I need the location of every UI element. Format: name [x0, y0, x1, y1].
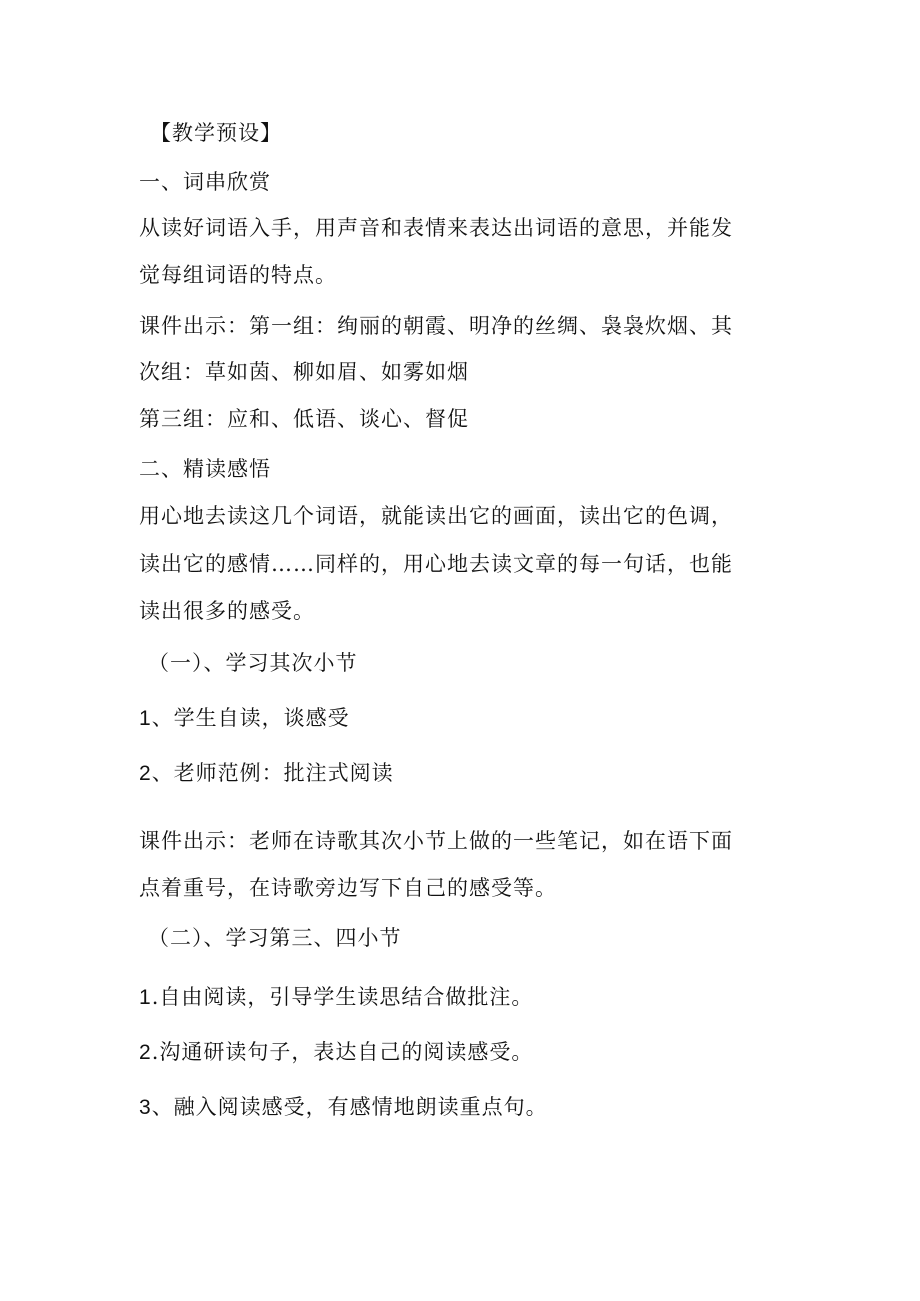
part-1-item-2-number: 2: [139, 762, 152, 785]
part-2-item-2: [139, 1039, 533, 1066]
section-1-intro-line-1: 从读好词语入手，用声音和表情来表达出词语的意思，并能发: [139, 216, 733, 240]
part-2-item-3-number: 3: [139, 1096, 152, 1119]
part-2-item-2-number: 2: [139, 1041, 152, 1064]
section-2-title: 二、精读感悟: [139, 457, 271, 481]
part-1-note-line-2: 点着重号，在诗歌旁边写下自己的感受等。: [139, 876, 557, 900]
part-2-item-3-text: 、融入阅读感受，有感情地朗读重点句。: [151, 1095, 548, 1119]
part-2-item-1: [139, 984, 533, 1011]
part-1-note-line-1: 课件出示：老师在诗歌其次小节上做的一些笔记，如在语下面: [139, 829, 733, 853]
part-2-item-3: [139, 1094, 548, 1121]
part-1-item-2: [139, 760, 394, 787]
part-1-item-1: [139, 705, 350, 732]
part-1-item-1-number: 1: [139, 707, 152, 730]
part-2-item-2-text: .沟通研读句子，表达自己的阅读感受。: [151, 1040, 534, 1064]
section-2-para-line-2: 读出它的感情……同样的，用心地去读文章的每一句话，也能: [139, 552, 733, 576]
word-group-1-line-2: 次组：草如茵、柳如眉、如雾如烟: [139, 360, 469, 384]
teaching-plan-heading: 【教学预设】: [150, 121, 282, 145]
part-2-item-1-text: .自由阅读，引导学生读思结合做批注。: [151, 985, 534, 1009]
part-2-title: （二）、学习第三、四小节: [148, 926, 402, 950]
section-1-intro-line-2: 觉每组词语的特点。: [139, 263, 337, 287]
part-1-item-2-text: 、老师范例：批注式阅读: [151, 761, 394, 785]
section-2-para-line-3: 读出很多的感受。: [139, 599, 315, 623]
section-1-title: 一、词串欣赏: [139, 170, 271, 194]
section-2-para-line-1: 用心地去读这几个词语，就能读出它的画面，读出它的色调，: [139, 504, 733, 528]
word-group-3: 第三组：应和、低语、谈心、督促: [139, 407, 469, 431]
part-2-item-1-number: 1: [139, 986, 152, 1009]
part-1-item-1-text: 、学生自读，谈感受: [151, 706, 350, 730]
part-1-title: （一）、学习其次小节: [148, 651, 358, 675]
word-group-1-line-1: 课件出示：第一组：绚丽的朝霞、明净的丝绸、袅袅炊烟、其: [139, 314, 733, 338]
